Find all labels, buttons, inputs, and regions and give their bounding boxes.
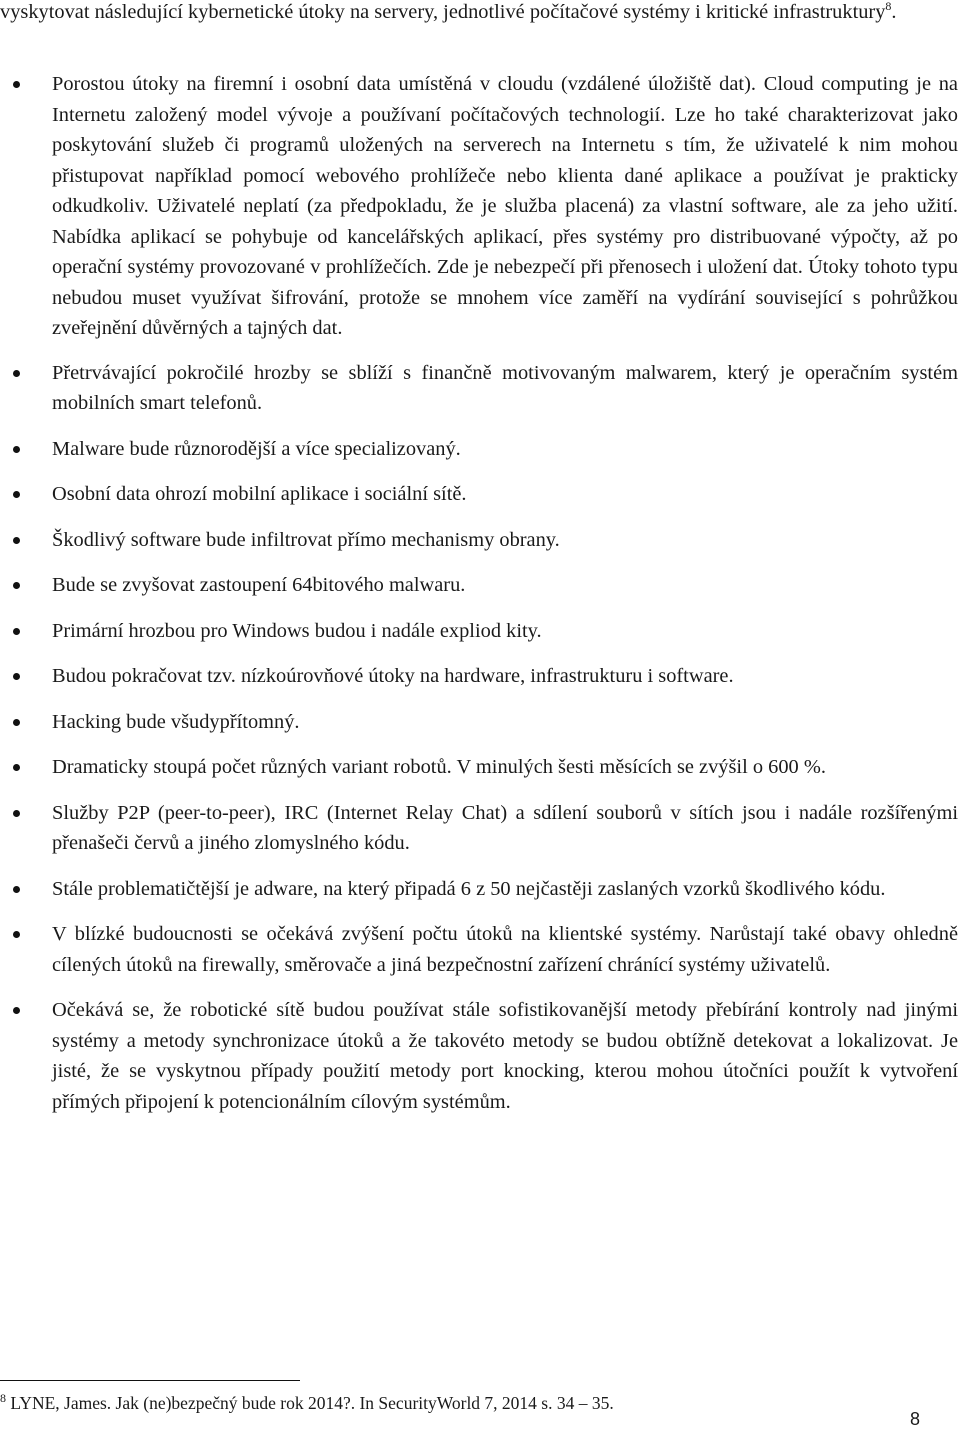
- footnote-divider: [0, 1380, 300, 1381]
- list-item-text: Malware bude různorodější a více specializovaný.: [52, 437, 461, 460]
- list-item-text: Budou pokračovat tzv. nízkoúrovňové útoky na hardware, infrastrukturu i software.: [52, 665, 734, 687]
- footnote-reference: 8: [885, 0, 892, 14]
- list-item: [0, 919, 958, 980]
- list-item: [0, 570, 958, 601]
- bullet-icon: [13, 764, 20, 771]
- list-item-text: Bude se zvyšovat zastoupení 64bitového malwaru.: [52, 574, 466, 596]
- intro-end: .: [891, 1, 897, 23]
- list-item-text: Očekává se, že robotické sítě budou používat stále sofistikovanější metody přebírání kontroly nad jinými systémy a metody synchronizace útoků a že takovéto metody se budou obtížně detekovat a lokalizovat. Je jisté, že se vyskytnou případy použití metody port knocking, kterou mohou útočníci použít k vytvoření přímých připojení k potencionálním cílovým systémům.: [52, 999, 958, 1113]
- bullet-icon: [13, 719, 20, 726]
- list-item: [0, 525, 958, 556]
- list-item-text: Dramaticky stoupá počet různých variant robotů. V minulých šesti měsících se zvýšil o 600 %.: [52, 756, 826, 778]
- intro-text: vyskytovat následující kybernetické útoky na servery, jednotlivé počítačové systémy i kritické infrastruktury: [0, 1, 886, 23]
- bullet-icon: [13, 673, 20, 680]
- bullet-icon: [13, 582, 20, 589]
- list-item-text: Stále problematičtější je adware, na který připadá 6 z 50 nejčastěji zaslaných vzorků škodlivého kódu.: [52, 877, 886, 900]
- list-item: [0, 358, 958, 419]
- list-item: [0, 616, 958, 647]
- bullet-icon: [13, 886, 20, 893]
- list-item-text: Přetrvávající pokročilé hrozby se sblíží s finančně motivovaným malwarem, který je operačním systém mobilních smart telefonů.: [52, 361, 958, 414]
- list-item-text: Primární hrozbou pro Windows budou i nadále expliod kity.: [52, 619, 542, 642]
- list-item: [0, 434, 958, 465]
- footnote-number: 8: [0, 1391, 6, 1406]
- bullet-icon: [13, 81, 20, 88]
- page-number: 8: [909, 1409, 920, 1429]
- list-item: [0, 874, 958, 905]
- list-item-text: V blízké budoucnosti se očekává zvýšení počtu útoků na klientské systémy. Narůstají také obavy ohledně cílených útoků na firewally, směrovače a jiná bezpečnostní zařízení chránící systémy uživatelů.: [52, 923, 958, 976]
- list-item-text: Služby P2P (peer-to-peer), IRC (Internet Relay Chat) a sdílení souborů v sítích jsou i nadále rozšířenými přenašeči červů a jiného zlomyslného kódu.: [52, 801, 958, 854]
- bullet-icon: [13, 446, 20, 453]
- list-item: [0, 995, 958, 1117]
- bullet-icon: [13, 537, 20, 544]
- list-item-text: Škodlivý software bude infiltrovat přímo mechanismy obrany.: [52, 528, 560, 551]
- bullet-list: [0, 69, 958, 1132]
- list-item-text: Hacking bude všudypřítomný.: [52, 710, 300, 733]
- bullet-icon: [13, 628, 20, 635]
- list-item: [0, 661, 958, 692]
- list-item-text: Osobní data ohrozí mobilní aplikace i sociální sítě.: [52, 483, 467, 505]
- list-item: [0, 479, 958, 510]
- footnote: [0, 1391, 614, 1415]
- list-item: [0, 798, 958, 859]
- bullet-icon: [13, 1007, 20, 1014]
- bullet-icon: [13, 491, 20, 498]
- bullet-icon: [13, 931, 20, 938]
- list-item: [0, 69, 958, 344]
- list-item: [0, 707, 958, 738]
- bullet-icon: [13, 370, 20, 377]
- footnote-text: LYNE, James. Jak (ne)bezpečný bude rok 2014?. In SecurityWorld 7, 2014 s. 34 – 35.: [6, 1393, 614, 1413]
- list-item-text: Porostou útoky na firemní i osobní data umístěná v cloudu (vzdálené úložiště dat). Cloud computing je na Internetu založený model vývoje a používaní počítačových technologií. Lze ho také charakterizovat jako poskytování služeb či programů uložených na serverech na Internetu s tím, že uživatelé k nim mohou přistupovat například pomocí webového prohlížeče nebo klienta dané aplikace a používat je prakticky odkudkoliv. Uživatelé neplatí (za předpokladu, že je služba placená) za vlastní software, ale za jeho užití. Nabídka aplikací se pohybuje od kancelářských aplikací, přes systémy pro distribuované výpočty, až po operační systémy provozované v prohlížečích. Zde je nebezpečí při přenosech i uložení dat. Útoky tohoto typu nebudou muset využívat šifrování, protože se mnohem více zaměří na vydírání související s pohrůžkou zveřejnění důvěrných a tajných dat.: [52, 73, 958, 339]
- bullet-icon: [13, 810, 20, 817]
- intro-paragraph: [0, 0, 958, 28]
- list-item: [0, 752, 958, 783]
